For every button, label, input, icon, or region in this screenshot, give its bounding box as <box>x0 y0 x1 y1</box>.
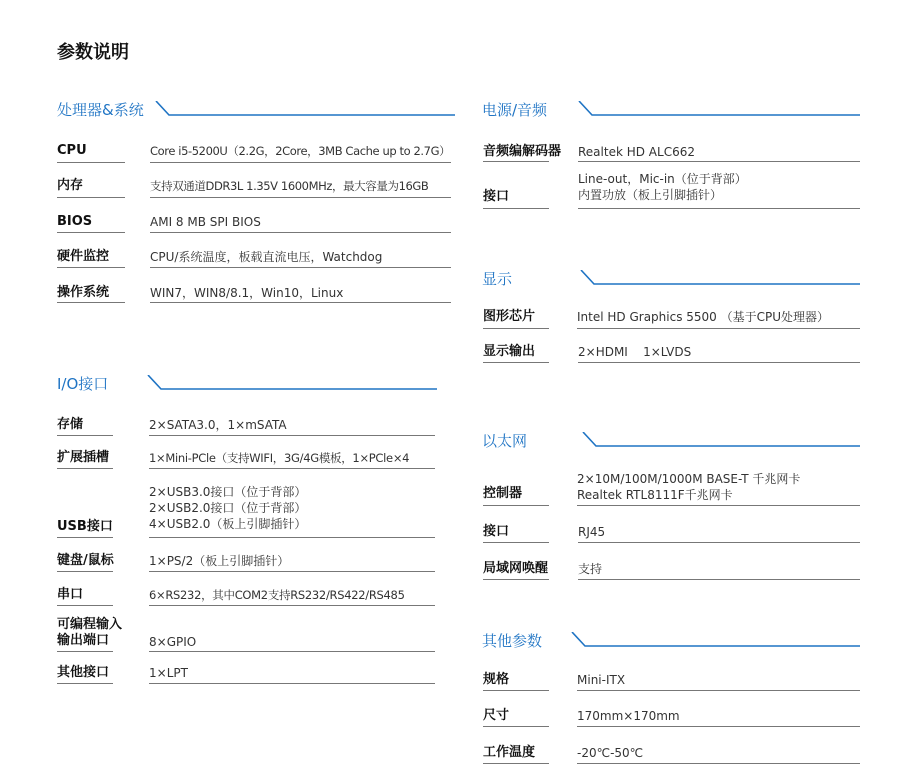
value-underline <box>150 267 451 268</box>
spec-label: 内存 <box>57 178 84 193</box>
section-title: 处理器&系统 <box>57 101 144 119</box>
label-underline <box>57 468 113 469</box>
spec-value: 1×PS/2（板上引脚插针） <box>149 554 290 568</box>
section-title: 电源/音频 <box>482 101 548 119</box>
spec-label: 局域网唤醒 <box>483 561 549 576</box>
spec-label: 规格 <box>483 672 510 687</box>
value-underline <box>149 468 435 469</box>
value-underline <box>150 302 451 303</box>
value-underline <box>577 690 860 691</box>
label-underline <box>57 435 113 436</box>
label-underline <box>483 208 549 209</box>
spec-value: -20℃-50℃ <box>577 746 644 760</box>
label-underline <box>57 605 113 606</box>
value-underline <box>578 208 860 209</box>
label-underline <box>483 505 549 506</box>
label-underline <box>57 302 125 303</box>
spec-value: WIN7，WIN8/8.1，Win10，Linux <box>150 286 344 300</box>
spec-value: Intel HD Graphics 5500 （基于CPU处理器） <box>577 310 830 324</box>
spec-label: 硬件监控 <box>57 249 110 264</box>
value-underline <box>149 605 435 606</box>
value-underline <box>149 651 435 652</box>
spec-value: Realtek HD ALC662 <box>578 145 695 159</box>
label-underline <box>57 683 113 684</box>
spec-value: Line-out，Mic-in（位于背部） 内置功放（板上引脚插针） <box>578 172 747 202</box>
section-divider <box>147 375 437 395</box>
value-underline <box>149 683 435 684</box>
value-underline <box>577 505 860 506</box>
label-underline <box>483 542 549 543</box>
label-underline <box>57 162 125 163</box>
spec-value: 2×SATA3.0，1×mSATA <box>149 418 287 432</box>
value-underline <box>577 763 860 764</box>
section-divider <box>578 101 860 121</box>
value-underline <box>577 726 860 727</box>
section-divider <box>580 270 860 290</box>
spec-value: Mini-ITX <box>577 673 626 687</box>
spec-value: 6×RS232，其中COM2支持RS232/RS422/RS485 <box>149 588 405 602</box>
spec-label: 串口 <box>57 587 84 602</box>
spec-value: 2×HDMI 1×LVDS <box>578 345 692 359</box>
section-divider <box>582 432 860 452</box>
value-underline <box>577 328 860 329</box>
spec-label: 工作温度 <box>483 745 536 760</box>
spec-value: 1×LPT <box>149 666 188 680</box>
spec-label: 控制器 <box>483 486 523 501</box>
spec-value: AMI 8 MB SPI BIOS <box>150 215 261 229</box>
spec-label: 尺寸 <box>483 708 510 723</box>
spec-label: 图形芯片 <box>483 309 536 324</box>
label-underline <box>57 571 113 572</box>
label-underline <box>57 197 125 198</box>
section-divider <box>155 101 455 121</box>
value-underline <box>150 197 451 198</box>
value-underline <box>150 162 451 163</box>
section-title: 其他参数 <box>482 632 543 650</box>
page-title: 参数说明 <box>57 42 129 63</box>
label-underline <box>483 362 549 363</box>
value-underline <box>578 579 860 580</box>
spec-value: 支持双通道DDR3L 1.35V 1600MHz，最大容量为16GB <box>150 179 429 193</box>
value-underline <box>578 362 860 363</box>
spec-value: 8×GPIO <box>149 635 197 649</box>
label-underline <box>483 328 549 329</box>
label-underline <box>57 537 113 538</box>
section-title: 以太网 <box>482 432 528 450</box>
spec-value: 2×USB3.0接口（位于背部） 2×USB2.0接口（位于背部） 4×USB2.0（板上引脚插针） <box>149 485 307 531</box>
spec-label: 扩展插槽 <box>57 450 110 465</box>
spec-label: 接口 <box>483 524 510 539</box>
section-title: I/O接口 <box>57 375 109 393</box>
label-underline <box>483 763 549 764</box>
spec-label: CPU <box>57 143 87 158</box>
spec-value: Core i5-5200U（2.2G，2Core，3MB Cache up to 2.7G） <box>150 144 451 158</box>
spec-value: 2×10M/100M/1000M BASE-T 千兆网卡 Realtek RTL8111F千兆网卡 <box>577 472 801 502</box>
value-underline <box>578 161 860 162</box>
label-underline <box>57 651 113 652</box>
label-underline <box>483 161 549 162</box>
section-title: 显示 <box>482 270 513 288</box>
label-underline <box>57 232 125 233</box>
spec-value: 170mm×170mm <box>577 709 680 723</box>
label-underline <box>57 267 125 268</box>
spec-label: 操作系统 <box>57 285 110 300</box>
spec-value: CPU/系统温度，板载直流电压，Watchdog <box>150 250 383 264</box>
spec-label: 存储 <box>57 417 84 432</box>
label-underline <box>483 726 549 727</box>
spec-label: 可编程输入 输出端口 <box>57 617 123 648</box>
label-underline <box>483 579 549 580</box>
spec-label: 音频编解码器 <box>483 144 562 159</box>
spec-value: RJ45 <box>578 525 606 539</box>
spec-label: BIOS <box>57 214 93 229</box>
spec-label: USB接口 <box>57 519 113 534</box>
spec-label: 接口 <box>483 189 510 204</box>
value-underline <box>149 537 435 538</box>
spec-value: 1×Mini-PCle（支持WIFI，3G/4G模板，1×PCle×4 <box>149 451 410 465</box>
spec-label: 显示输出 <box>483 344 536 359</box>
value-underline <box>578 542 860 543</box>
value-underline <box>149 435 435 436</box>
label-underline <box>483 690 549 691</box>
spec-label: 其他接口 <box>57 665 110 680</box>
value-underline <box>150 232 451 233</box>
value-underline <box>149 571 435 572</box>
section-divider <box>571 632 860 652</box>
spec-label: 键盘/鼠标 <box>57 553 114 568</box>
spec-value: 支持 <box>578 562 603 576</box>
